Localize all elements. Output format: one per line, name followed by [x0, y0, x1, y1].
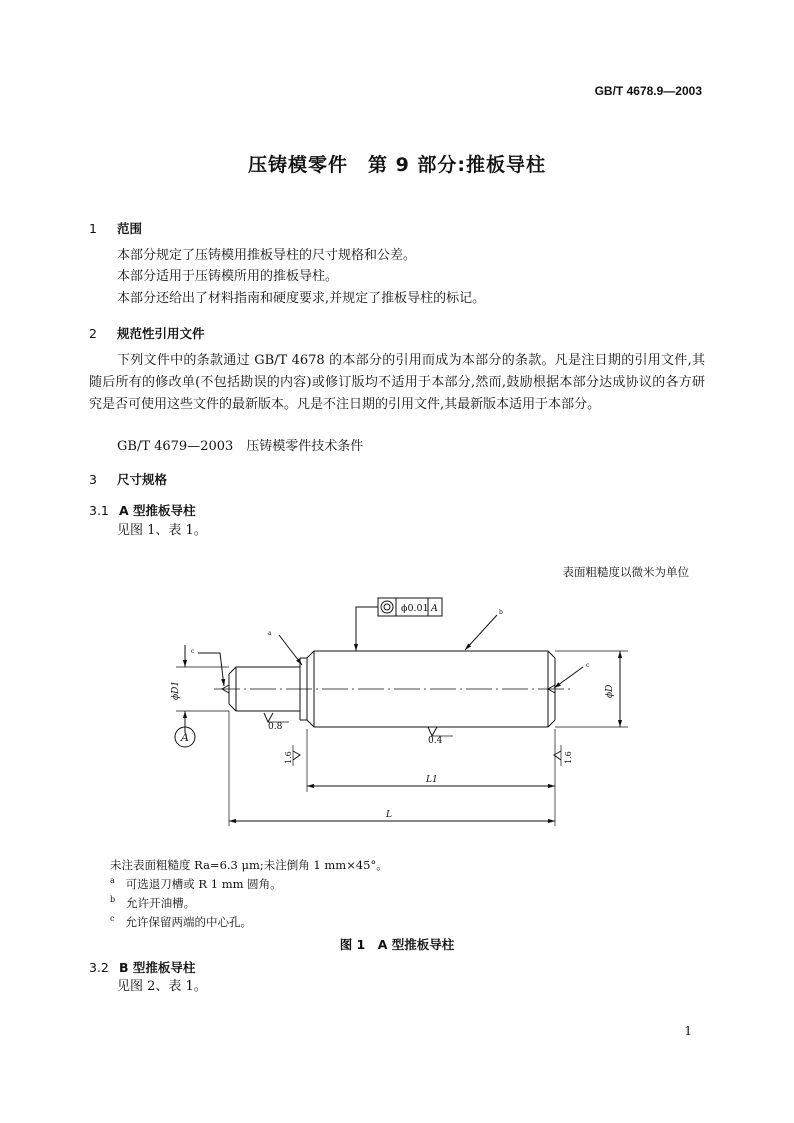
roughness-symbol-left-1-6 [293, 751, 300, 760]
references-paragraph: 下列文件中的条款通过 GB/T 4678 的本部分的引用而成为本部分的条款。凡是注日期的引用文件,其随后所有的修改单(不包括勘误的内容)或修订版均不适用于本部分,然而,鼓励根据本部分达成协议的各方研究是否可使用这些文件的最新版本。凡是不注日期的引用文件,其最新版本适用于本部分。 [89, 353, 705, 412]
d-label: ϕD [605, 684, 615, 698]
label-c-right: c [586, 662, 590, 669]
scope-line-3: 本部分还给出了材料指南和硬度要求,并规定了推板导柱的标记。 [117, 291, 486, 306]
roughness-value-right-1-6: 1.6 [564, 751, 573, 764]
figure-note-c [110, 914, 252, 930]
standard-number: GB/T 4678.9—2003 [594, 84, 702, 98]
label-a: a [268, 630, 272, 637]
section-title: B 型推板导柱 [119, 960, 196, 975]
figure-note-b [110, 895, 195, 911]
page-title: 压铸模零件 第 9 部分:推板导柱 [247, 154, 547, 176]
note-marker: c [110, 914, 115, 924]
reference-item: GB/T 4679—2003 压铸模零件技术条件 [117, 439, 364, 454]
geometric-tolerance-frame [356, 598, 442, 651]
figure-general-note: 未注表面粗糙度 Ra=6.3 μm;未注倒角 1 mm×45°。 [110, 858, 388, 872]
note-text: 允许保留两端的中心孔。 [125, 915, 252, 929]
datum-a-label: A [181, 731, 189, 744]
note-marker: b [110, 895, 116, 905]
roughness-value-left-1-6: 1.6 [284, 751, 293, 764]
leader-a [279, 635, 302, 665]
section-number: 3.2 [89, 960, 109, 975]
label-b: b [499, 609, 503, 616]
scope-line-2: 本部分适用于压铸模所用的推板导柱。 [117, 269, 339, 284]
l-label: L [386, 810, 392, 820]
section-3-1-text: 见图 1、表 1。 [117, 523, 207, 538]
leader-c-left [198, 653, 224, 686]
note-marker: a [110, 876, 115, 886]
scope-line-1: 本部分规定了压铸模用推板导柱的尺寸规格和公差。 [117, 248, 417, 263]
leader-b [465, 615, 497, 650]
note-text: 可选退刀槽或 R 1 mm 圆角。 [125, 877, 282, 891]
section-title: 尺寸规格 [117, 472, 168, 487]
section-number: 1 [89, 221, 97, 236]
section-number: 3.1 [89, 503, 109, 518]
leader-c-right [554, 667, 583, 688]
note-text: 允许开油槽。 [126, 896, 196, 910]
roughness-symbol-0-4 [428, 727, 437, 736]
section-number: 3 [89, 472, 97, 487]
roughness-symbol-0-8 [264, 713, 273, 722]
page-number: 1 [684, 1024, 692, 1038]
l1-label: L1 [426, 775, 438, 785]
section-3-2-heading [89, 958, 195, 976]
d1-label: ϕD1 [171, 680, 181, 700]
roughness-value-0-4: 0.4 [428, 736, 443, 746]
section-title: 范围 [117, 221, 143, 236]
section-number: 2 [89, 326, 97, 341]
section-3-2-text: 见图 2、表 1。 [117, 979, 207, 994]
section-title: A 型推板导柱 [119, 503, 196, 518]
roughness-value-0-8: 0.8 [268, 722, 283, 732]
label-c-left: c [191, 648, 195, 655]
section-title: 规范性引用文件 [117, 326, 205, 341]
tolerance-value: ϕ0.01 [401, 603, 429, 614]
figure-note-a [110, 876, 282, 892]
figure-caption: 图 1 A 型推板导柱 [339, 937, 455, 952]
tolerance-datum: A [431, 603, 438, 614]
roughness-unit-note: 表面粗糙度以微米为单位 [562, 565, 689, 579]
